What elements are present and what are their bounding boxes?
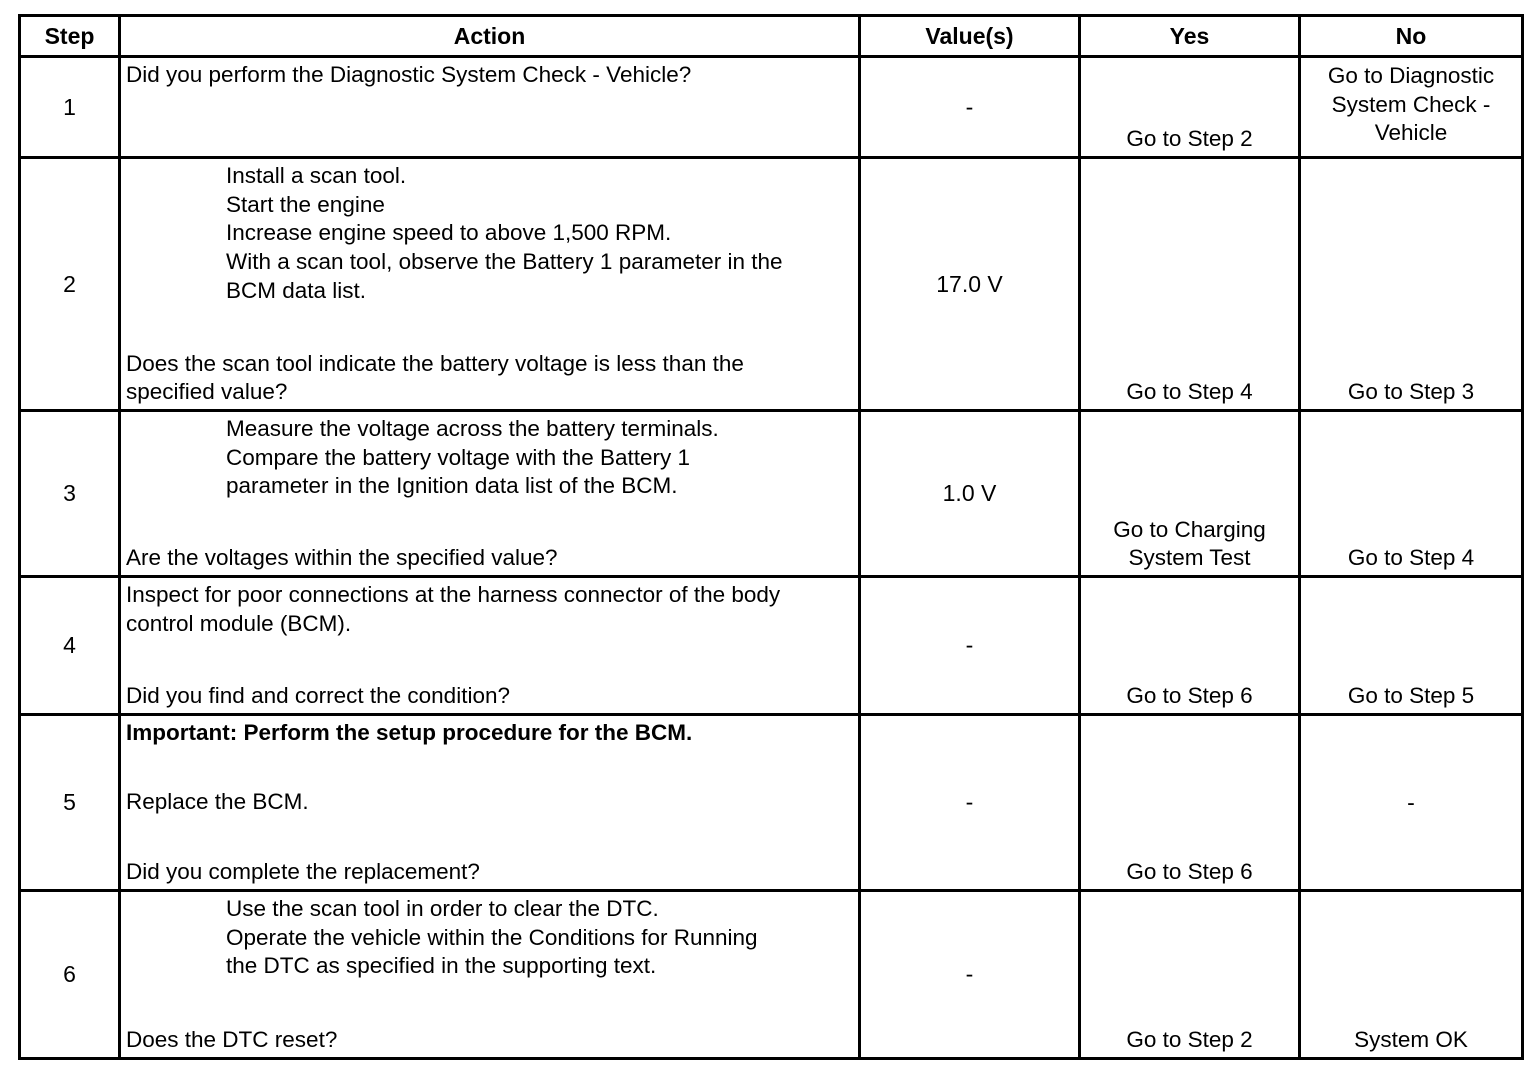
action-step-line: Operate the vehicle within the Conditions for Running — [226, 924, 758, 950]
header-row — [20, 16, 1523, 57]
value-cell: 1.0 V — [860, 411, 1080, 577]
action-step-line: the DTC as specified in the supporting text. — [226, 953, 657, 979]
yes-answer: Go to Step 6 — [1126, 859, 1253, 885]
yes-answer: Go to Step 2 — [1126, 1027, 1253, 1053]
step-number: 6 — [20, 891, 120, 1059]
yes-cell — [1080, 577, 1300, 715]
yes-cell — [1080, 891, 1300, 1059]
header-no: No — [1300, 16, 1523, 57]
step-number: 1 — [20, 57, 120, 158]
action-question — [126, 1026, 337, 1055]
diagnostic-table — [18, 14, 1524, 1060]
action-question-line: Does the DTC reset? — [126, 1027, 338, 1053]
action-question-line: Did you find and correct the condition? — [126, 683, 510, 709]
header-step: Step — [20, 16, 120, 57]
no-answer: System OK — [1354, 1027, 1468, 1053]
action-step-line: parameter in the Ignition data list of the BCM. — [226, 473, 678, 499]
table-row — [20, 158, 1523, 411]
header-values: Value(s) — [860, 16, 1080, 57]
action-cell — [120, 891, 860, 1059]
action-step-line: Compare the battery voltage with the Battery 1 — [226, 444, 690, 470]
action-step-line: Increase engine speed to above 1,500 RPM. — [226, 220, 672, 246]
value-cell: - — [860, 715, 1080, 891]
no-answer: Go to Step 4 — [1347, 545, 1475, 571]
no-answer: Go to Step 5 — [1347, 683, 1475, 709]
value-cell: - — [860, 577, 1080, 715]
action-step-line: Measure the voltage across the battery terminals. — [226, 416, 719, 441]
no-answer: Go to Diagnostic System Check - Vehicle — [1327, 63, 1495, 146]
action-question-line: specified value? — [126, 379, 288, 405]
step-number: 4 — [20, 577, 120, 715]
action-question — [126, 858, 480, 887]
no-cell — [1300, 57, 1523, 158]
action-step-line: BCM data list. — [226, 277, 367, 303]
header-yes: Yes — [1080, 16, 1300, 57]
header-action: Action — [120, 16, 860, 57]
action-question — [126, 682, 510, 711]
no-cell — [1300, 411, 1523, 577]
yes-answer: Go to Step 4 — [1126, 379, 1253, 405]
value-cell: 17.0 V — [860, 158, 1080, 411]
step-number: 5 — [20, 715, 120, 891]
table-row — [20, 411, 1523, 577]
action-cell — [120, 411, 860, 577]
action-step-line: Use the scan tool in order to clear the DTC. — [226, 896, 659, 921]
table-row — [20, 577, 1523, 715]
no-cell — [1300, 715, 1523, 891]
no-cell — [1300, 891, 1523, 1059]
value-cell: - — [860, 57, 1080, 158]
no-cell — [1300, 158, 1523, 411]
action-step-line: Start the engine — [226, 191, 385, 217]
yes-cell — [1080, 57, 1300, 158]
no-answer: - — [1407, 789, 1415, 815]
step-number: 2 — [20, 158, 120, 411]
yes-cell — [1080, 715, 1300, 891]
action-text-line: Replace the BCM. — [126, 789, 309, 814]
important-note: Important: Perform the setup procedure for the BCM. — [126, 720, 693, 745]
yes-answer: Go to Step 6 — [1126, 683, 1253, 709]
yes-cell — [1080, 411, 1300, 577]
action-question-line: Are the voltages within the specified value? — [126, 545, 558, 571]
step-number: 3 — [20, 411, 120, 577]
action-cell — [120, 158, 860, 411]
yes-answer: Go to Charging System Test — [1113, 516, 1266, 571]
action-cell — [120, 57, 860, 158]
action-question-line: Did you complete the replacement? — [126, 859, 480, 885]
action-text-line: Inspect for poor connections at the harness connector of the body — [126, 582, 781, 607]
action-step-line: With a scan tool, observe the Battery 1 parameter in the — [226, 249, 783, 275]
no-cell — [1300, 577, 1523, 715]
no-answer: Go to Step 3 — [1347, 379, 1475, 405]
table-row — [20, 891, 1523, 1059]
value-cell: - — [860, 891, 1080, 1059]
yes-answer: Go to Step 2 — [1126, 126, 1253, 152]
action-question: Did you perform the Diagnostic System Check - Vehicle? — [126, 62, 692, 87]
action-step-line: Install a scan tool. — [226, 163, 407, 188]
action-cell — [120, 577, 860, 715]
action-question — [126, 544, 558, 573]
yes-cell — [1080, 158, 1300, 411]
action-cell — [120, 715, 860, 891]
table-row — [20, 57, 1523, 158]
action-text-line: control module (BCM). — [126, 610, 352, 636]
action-question-line: Does the scan tool indicate the battery voltage is less than the — [126, 350, 744, 376]
action-question — [126, 350, 744, 407]
table-row — [20, 715, 1523, 891]
